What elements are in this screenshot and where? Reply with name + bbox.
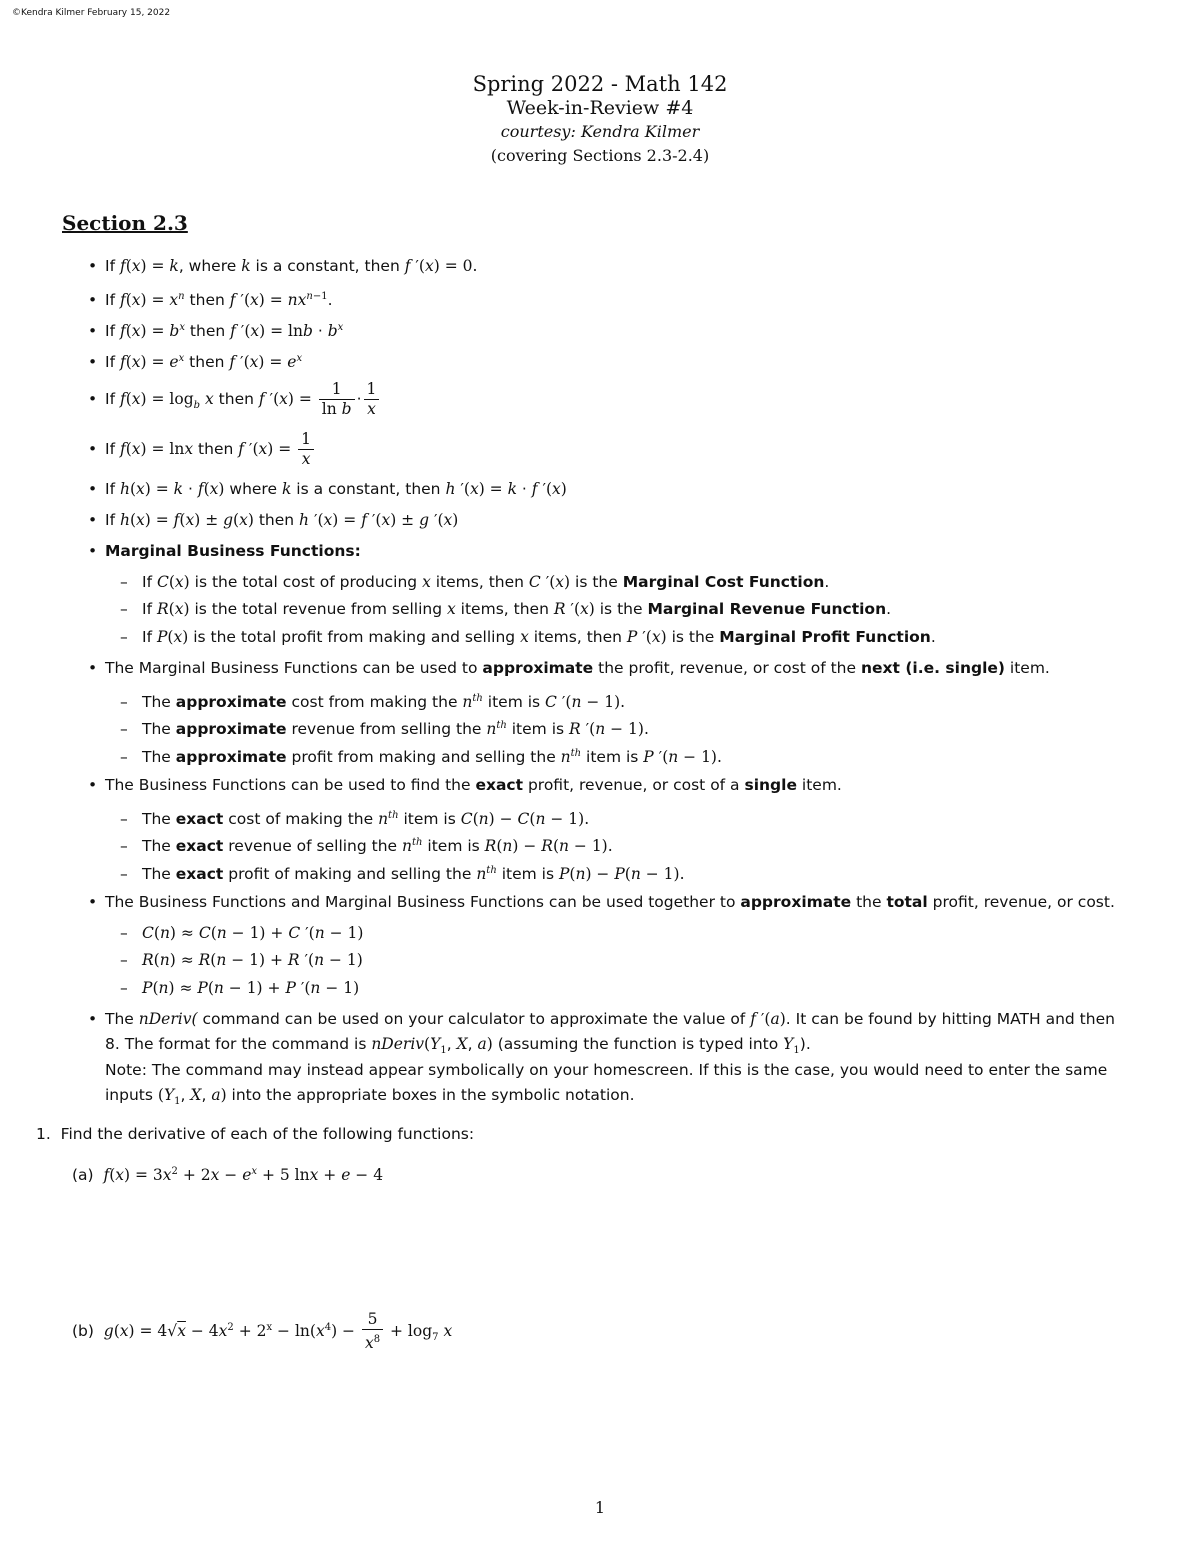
rule-constant: • If f(x) = k, where k is a constant, then f ′(x) = 0. xyxy=(88,257,478,275)
marginal-cost-def: – If C(x) is the total cost of producing x items, then C ′(x) is the Marginal Cost Function. xyxy=(120,573,830,591)
problem-1: 1. Find the derivative of each of the following functions: xyxy=(36,1125,475,1143)
exact-revenue: – The exact revenue of selling the $n^{th}$ item is R(n) − R(n − 1). xyxy=(120,837,613,856)
rule-log-b: • If $f(x) = \log_b x$ then f ′(x) = $\frac{1}{\text{ln b}}$ · $\frac{1}{x}$ xyxy=(88,380,381,419)
problem-1a: (a) $f(x) = 3x^2 + 2x - e^x + 5$ lnx + e − 4 xyxy=(72,1166,384,1185)
approx-intro: • The Marginal Business Functions can be used to approximate the profit, revenue, or cost of the next (i.e. single) item. xyxy=(88,659,1050,677)
mp-term: Marginal Profit Function xyxy=(719,628,931,646)
page-number: 1 xyxy=(594,1498,606,1517)
rule-ln: • If f(x) = lnx then f ′(x) = $\frac{1}{x}$ xyxy=(88,430,316,469)
nderiv-note1: Note: The command may instead appear symbolically on your homescreen. If this is the case, you would need to enter the same xyxy=(105,1061,1108,1079)
document-courtesy: courtesy: Kendra Kilmer xyxy=(500,122,700,141)
mr-term: Marginal Revenue Function xyxy=(647,600,887,618)
rule-exponential-e: • If $f(x) = e^x$ then f $'(x) = e^x$ xyxy=(88,353,303,372)
approx-cost: – The approximate cost from making the $n^{th}$ item is C ′(n − 1). xyxy=(120,693,626,712)
nderiv-line2: 8. The format for the command is $nDeriv(Y_1$, X, a) (assuming the function is typed into $Y_1$). xyxy=(105,1035,811,1057)
total-revenue: – R(n) ≈ R(n − 1) + R ′(n − 1) xyxy=(120,951,363,969)
document-subtitle: Week-in-Review #4 xyxy=(506,97,694,119)
total-profit: – P(n) ≈ P(n − 1) + P ′(n − 1) xyxy=(120,979,360,997)
marginal-profit-def: – If P(x) is the total profit from making and selling x items, then P ′(x) is the Marginal Profit Function. xyxy=(120,628,936,646)
rule-constant-multiple: • If h(x) = k · f(x) where k is a constant, then h ′(x) = k · f ′(x) xyxy=(88,480,567,498)
marginal-heading-label: Marginal Business Functions: xyxy=(105,542,361,560)
approx-profit: – The approximate profit from making and selling the $n^{th}$ item is P ′(n − 1). xyxy=(120,748,722,767)
rule-exponential-b: • If $f(x) = b^x$ then f $'(x) = \ln b \cdot b^x$ xyxy=(88,322,344,341)
exact-cost: – The exact cost of making the $n^{th}$ item is C(n) − C(n − 1). xyxy=(120,810,590,829)
copyright-notice: ©Kendra Kilmer February 15, 2022 xyxy=(12,8,171,18)
rule-power: • If $f(x) = x^n$ then f $'(x) = nx^{n-1}$. xyxy=(88,291,333,310)
nderiv-line1: • The nDeriv( command can be used on your calculator to approximate the value of f ′(a). It can be found by hitting MATH and then xyxy=(88,1010,1115,1028)
exact-profit: – The exact profit of making and selling the $n^{th}$ item is P(n) − P(n − 1). xyxy=(120,865,685,884)
marginal-revenue-def: – If R(x) is the total revenue from selling x items, then R ′(x) is the Marginal Revenue Function. xyxy=(120,600,892,618)
section-heading: Section 2.3 xyxy=(62,211,188,235)
problem-1-text: Find the derivative of each of the following functions: xyxy=(60,1125,475,1143)
document-title: Spring 2022 - Math 142 xyxy=(472,72,728,96)
problem-1b: (b) $g(x) = 4√x - 4x^2 + 2^x - \ln(x^4)$ − $\frac{5}{x^8}$ + $\log_7 x$ xyxy=(72,1310,453,1353)
rule-sum: • If h(x) = f(x) ± g(x) then h ′(x) = f ′(x) ± g ′(x) xyxy=(88,511,459,529)
approx-revenue: – The approximate revenue from selling the $n^{th}$ item is R ′(n − 1). xyxy=(120,720,649,739)
document-header xyxy=(0,72,1200,168)
total-intro: • The Business Functions and Marginal Business Functions can be used together to approximate the total profit, revenue, or cost. xyxy=(88,893,1115,911)
nderiv-note2: inputs ($Y_1$, X, a) into the appropriate boxes in the symbolic notation. xyxy=(105,1086,635,1108)
marginal-heading: • Marginal Business Functions: xyxy=(88,542,361,560)
total-cost: – C(n) ≈ C(n − 1) + C ′(n − 1) xyxy=(120,924,364,942)
document-covering: (covering Sections 2.3-2.4) xyxy=(490,146,710,165)
exact-intro: • The Business Functions can be used to find the exact profit, revenue, or cost of a single item. xyxy=(88,776,842,794)
mc-term: Marginal Cost Function xyxy=(622,573,825,591)
